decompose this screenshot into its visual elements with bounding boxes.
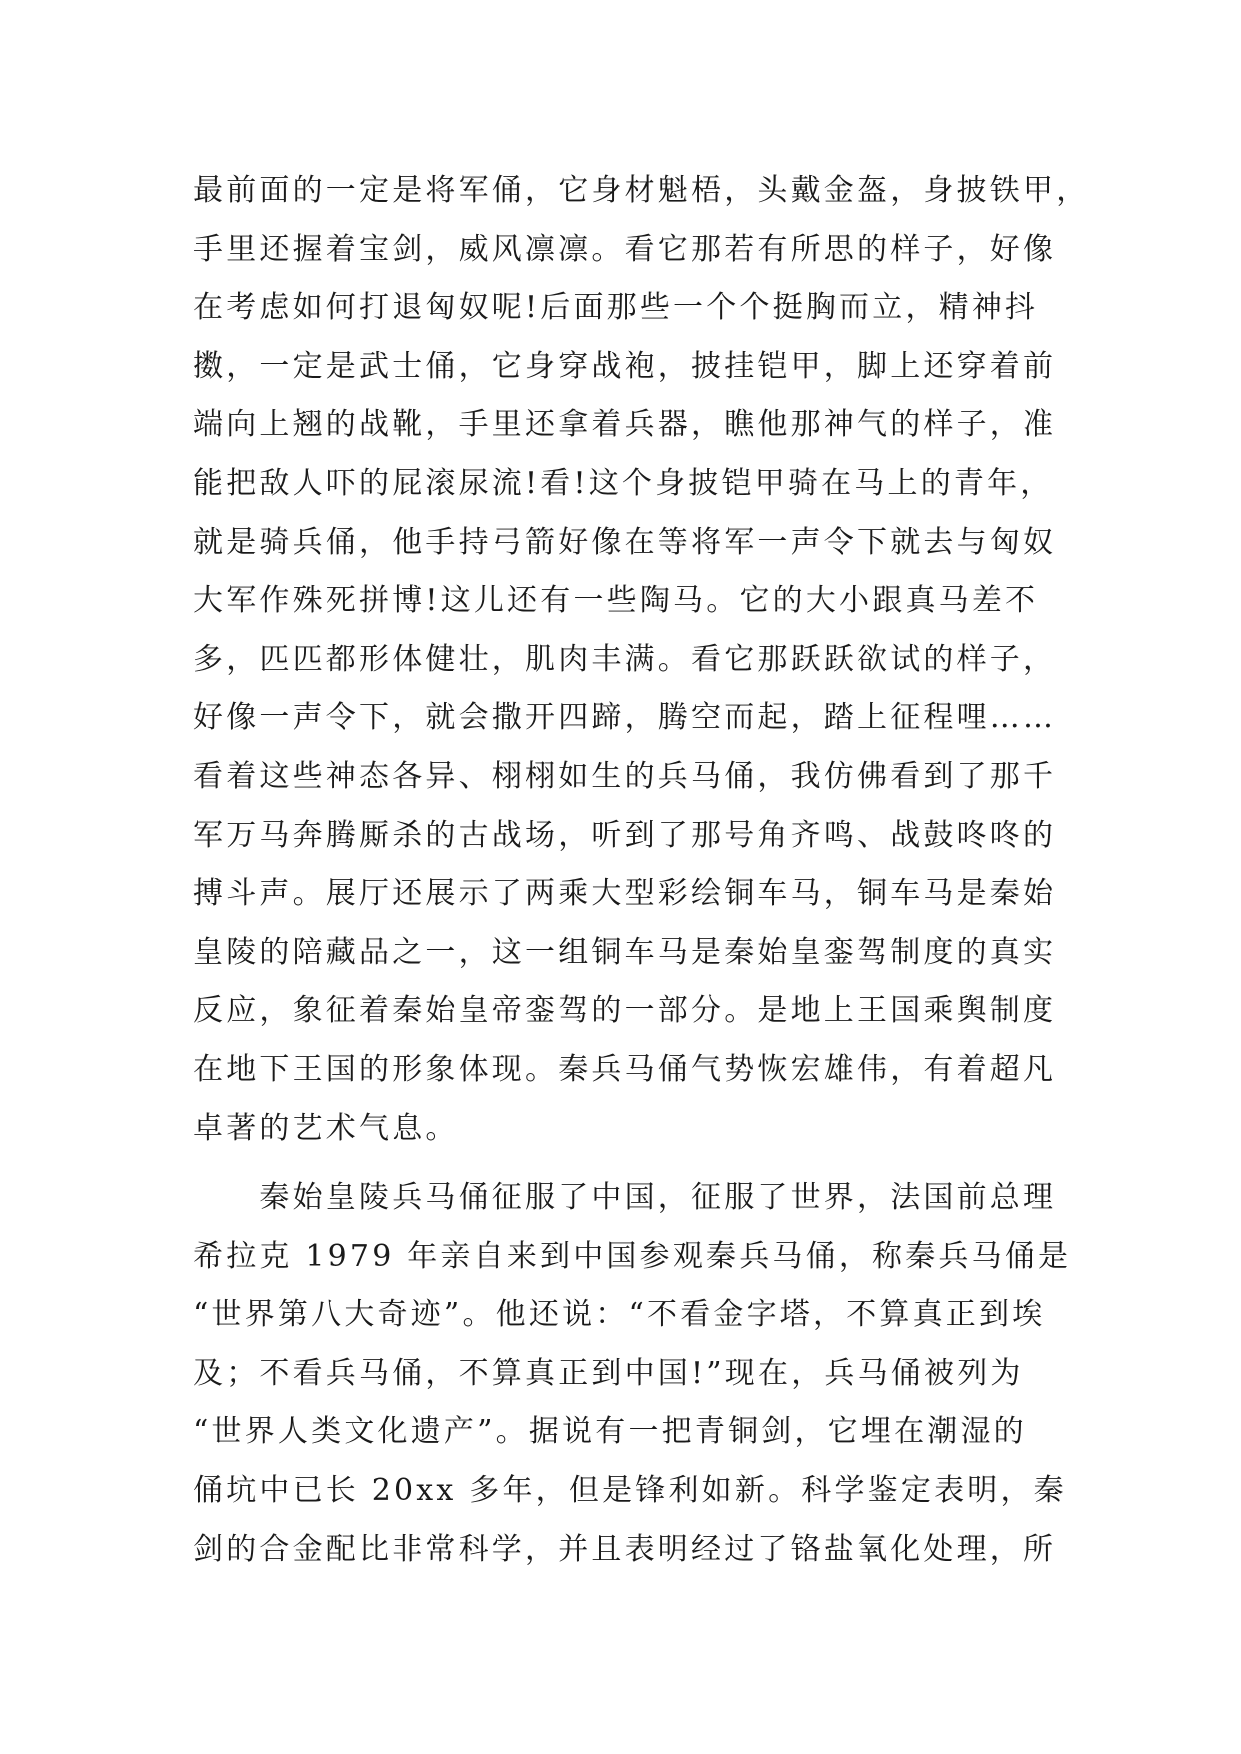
text-line: 能把敌人吓的屁滚尿流!看!这个身披铠甲骑在马上的青年， (193, 465, 1054, 501)
text-line: 在地下王国的形象体现。秦兵马俑气势恢宏雄伟，有着超凡 (193, 1051, 1057, 1087)
text-line: 卓著的艺术气息。 (193, 1110, 459, 1146)
text-line: 看着这些神态各异、栩栩如生的兵马俑，我仿佛看到了那千 (193, 758, 1057, 794)
text-line: 就是骑兵俑，他手持弓箭好像在等将军一声令下就去与匈奴 (193, 524, 1057, 560)
text-line: 俑坑中已长 20xx 多年，但是锋利如新。科学鉴定表明，秦 (193, 1473, 1067, 1509)
text-line: 手里还握着宝剑，威风凛凛。看它那若有所思的样子，好像 (193, 231, 1057, 267)
text-line: 擞，一定是武士俑，它身穿战袍，披挂铠甲，脚上还穿着前 (193, 348, 1057, 384)
text-line: 及；不看兵马俑，不算真正到中国!”现在，兵马俑被列为 (193, 1355, 1024, 1391)
text-line: 在考虑如何打退匈奴呢!后面那些一个个挺胸而立，精神抖 (193, 290, 1039, 326)
text-line: 希拉克 1979 年亲自来到中国参观秦兵马俑，称秦兵马俑是 (193, 1238, 1072, 1274)
text-line: 剑的合金配比非常科学，并且表明经过了铬盐氧化处理，所 (193, 1531, 1057, 1567)
text-line: 好像一声令下，就会撒开四蹄，腾空而起，踏上征程哩…… (193, 700, 1057, 736)
text-line: 军万马奔腾厮杀的古战场，听到了那号角齐鸣、战鼓咚咚的 (193, 817, 1057, 853)
text-line: “世界人类文化遗产”。据说有一把青铜剑，它埋在潮湿的 (193, 1414, 1027, 1450)
text-line: “世界第八大奇迹”。他还说：“不看金字塔，不算真正到埃 (193, 1297, 1046, 1333)
text-line: 大军作殊死拼博!这儿还有一些陶马。它的大小跟真马差不 (193, 583, 1039, 619)
text-line: 最前面的一定是将军俑，它身材魁梧，头戴金盔，身披铁甲， (193, 173, 1090, 208)
text-line: 搏斗声。展厅还展示了两乘大型彩绘铜车马，铜车马是秦始 (193, 876, 1057, 912)
paragraph-spacing (193, 1158, 1053, 1169)
text-line: 多，匹匹都形体健壮，肌肉丰满。看它那跃跃欲试的样子， (193, 641, 1057, 677)
text-line: 皇陵的陪藏品之一，这一组铜车马是秦始皇銮驾制度的真实 (193, 934, 1057, 970)
body-text (193, 162, 1090, 1579)
text-line: 端向上翘的战靴，手里还拿着兵器，瞧他那神气的样子，准 (193, 407, 1057, 443)
paragraph-2 (193, 1169, 1072, 1579)
paragraph-1 (193, 162, 1090, 1158)
text-line: 反应，象征着秦始皇帝銮驾的一部分。是地上王国乘舆制度 (193, 993, 1057, 1029)
text-line: 秦始皇陵兵马俑征服了中国，征服了世界，法国前总理 (193, 1180, 1057, 1216)
